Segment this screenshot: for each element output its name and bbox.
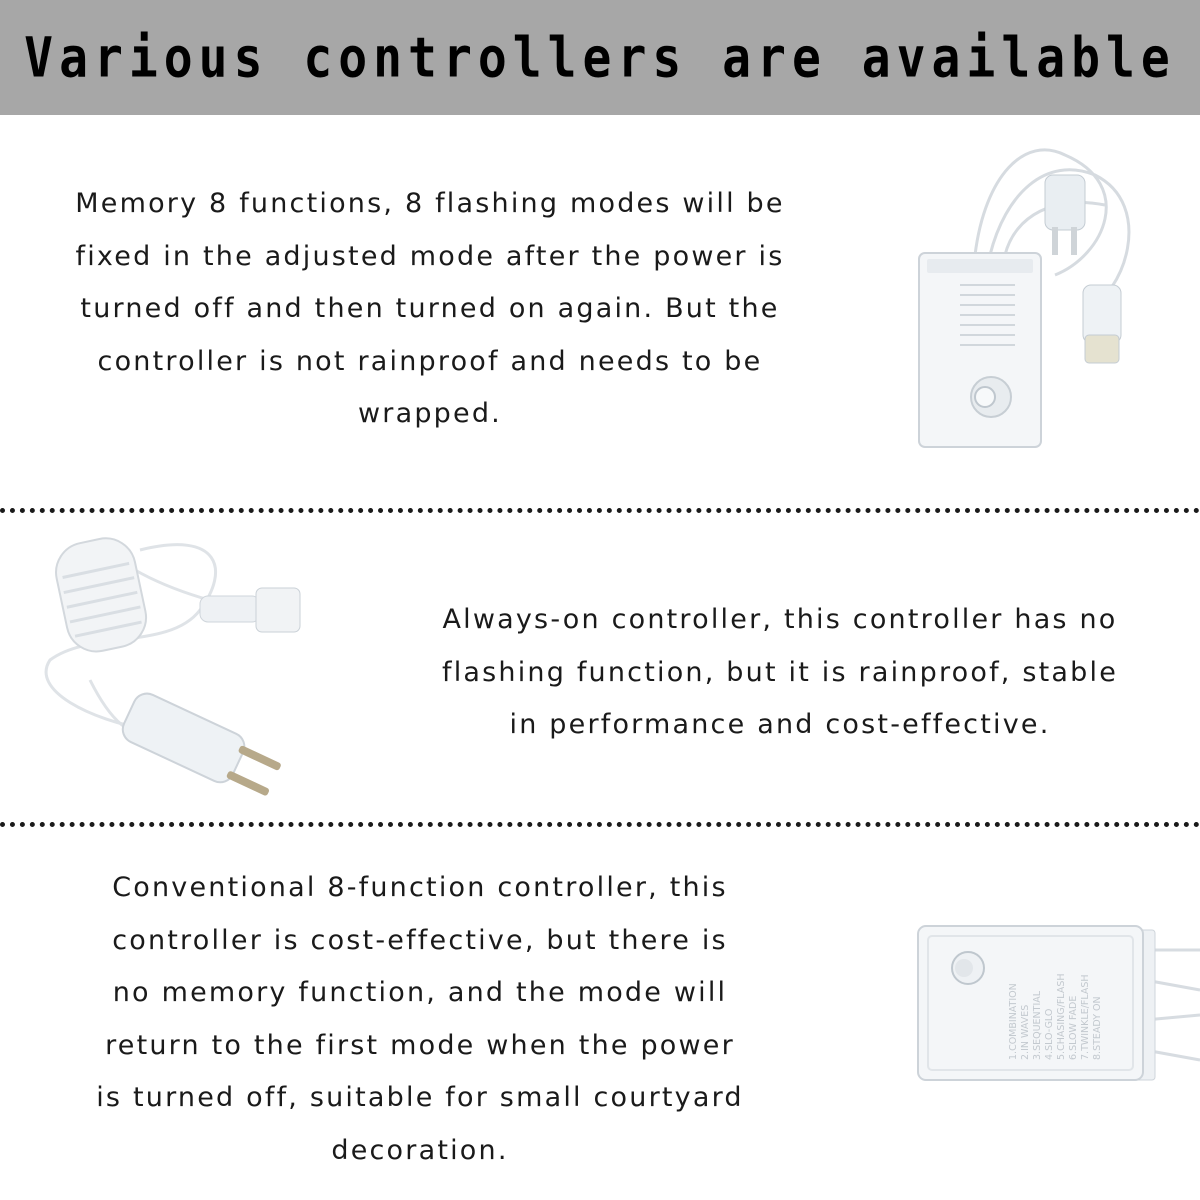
memory-controller-description: Memory 8 functions, 8 flashing modes will be fixed in the adjusted mode after the power is turned off and then turned on again. But the controller is not rainproof and needs to be wrapped.: [75, 188, 785, 429]
conventional-controller-image: [910, 920, 1200, 1090]
controller-mode-label: 1.COMBINATION: [1008, 983, 1019, 1060]
section-divider: [0, 508, 1200, 513]
controller-mode-label: 4.SLO-GLO: [1044, 1008, 1055, 1060]
memory-controller-image: [905, 135, 1145, 455]
controller-mode-label: 7.TWINKLE/FLASH: [1080, 974, 1091, 1060]
page-header: [0, 0, 1200, 115]
conventional-controller-description: Conventional 8-function controller, this controller is cost-effective, but there is no memory function, and the mode will return to the first mode when the power is turned off, suitable for small courtyard decoration.: [96, 872, 744, 1166]
page-title: Various controllers are available: [24, 25, 1176, 90]
controller-mode-label: 5.CHASING/FLASH: [1056, 973, 1067, 1060]
always-on-controller-image: [30, 530, 330, 820]
controller-mode-label: 6.SLOW FADE: [1068, 995, 1079, 1060]
always-on-controller-description: Always-on controller, this controller has no flashing function, but it is rainproof, stable in performance and cost-effective.: [441, 604, 1119, 740]
controller-mode-label: 3.SEQUENTIAL: [1032, 990, 1043, 1060]
section-divider: [0, 822, 1200, 827]
controller-mode-label: 8.STEADY ON: [1092, 996, 1103, 1060]
controller-mode-label: 2.IN WAVES: [1020, 1004, 1031, 1060]
